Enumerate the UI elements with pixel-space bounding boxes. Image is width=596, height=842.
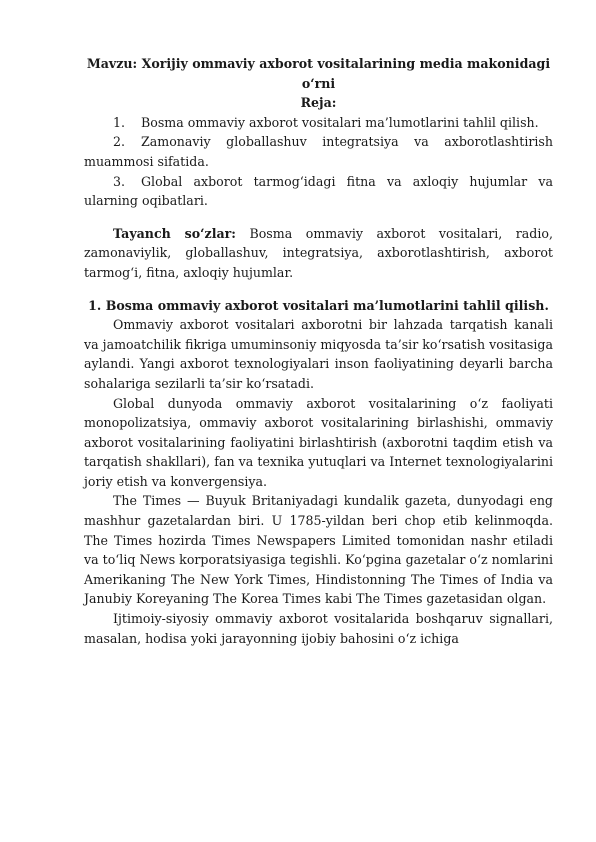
plan-item-1 xyxy=(84,113,553,133)
plan-item-number: 3. xyxy=(113,173,126,189)
plan-item-3 xyxy=(84,172,553,211)
keywords-text: Bosma ommaviy axborot vositalari, radio, zamonaviylik, globallashuv, integratsiya, axborotlashtirish, axborot tarmog‘i, fitna, axloqiy hujumlar. xyxy=(84,225,553,280)
spacer xyxy=(84,211,553,224)
plan-item-text: Zamonaviy globallashuv integratsiya va axborotlashtirish muammosi sifatida. xyxy=(84,134,553,169)
document-page xyxy=(84,54,553,648)
body-paragraph-1: Ommaviy axborot vositalari axborotni bir lahzada tarqatish kanali va jamoatchilik fikriga umuminsoniy miqyosda ta’sir ko‘rsatish vositasiga aylandi. Yangi axborot texnologiyalari inson faoliyatining deyarli barcha sohalariga sezilarli ta’sir ko‘rsatadi. xyxy=(84,317,553,391)
document-topic: Mavzu: Xorijiy ommaviy axborot vositalarining media makonidagi o‘rni xyxy=(86,56,551,91)
plan-item-2 xyxy=(84,132,553,171)
keywords-label: Tayanch so‘zlar: xyxy=(113,225,236,241)
body-paragraph-2: Global dunyoda ommaviy axborot vositalarining o‘z faoliyati monopolizatsiya, ommaviy axborot vositalarining birlashishi, ommaviy axborot vositalarining faoliyatini birlashtirish (axborotni taqdim etish va tarqatish shakllari), fan va texnika yutuqlari va Internet texnologiyalarini joriy etish va konvergensiya. xyxy=(84,395,553,489)
plan-item-number: 1. xyxy=(113,114,126,130)
keywords-paragraph xyxy=(84,224,553,283)
body-paragraph-3: The Times — Buyuk Britaniyadagi kundalik gazeta, dunyodagi eng mashhur gazetalardan biri. U 1785-yildan beri chop etib kelinmoqda. The Times hozirda Times Newspapers Limited tomonidan nashr etiladi va to‘liq News korporatsiyasiga tegishli. Ko‘pgina gazetalar o‘z nomlarini Amerikaning The New York Times, Hindistonning The Times of India va Janubiy Koreyaning The Korea Times kabi The Times gazetasidan olgan. xyxy=(84,493,553,607)
plan-item-text: Bosma ommaviy axborot vositalari ma’lumotlarini tahlil qilish. xyxy=(141,114,539,130)
body-paragraph-4: Ijtimoiy-siyosiy ommaviy axborot vositalarida boshqaruv signallari, masalan, hodisa yoki jarayonning ijobiy bahosini o‘z ichiga xyxy=(84,611,553,646)
plan-item-text: Global axborot tarmog‘idagi fitna va axloqiy hujumlar va ularning oqibatlari. xyxy=(84,173,553,209)
spacer xyxy=(84,283,553,296)
plan-item-number: 2. xyxy=(113,134,126,150)
section-1-title: 1. Bosma ommaviy axborot vositalari ma’lumotlarini tahlil qilish. xyxy=(88,297,549,313)
plan-heading: Reja: xyxy=(300,95,337,111)
